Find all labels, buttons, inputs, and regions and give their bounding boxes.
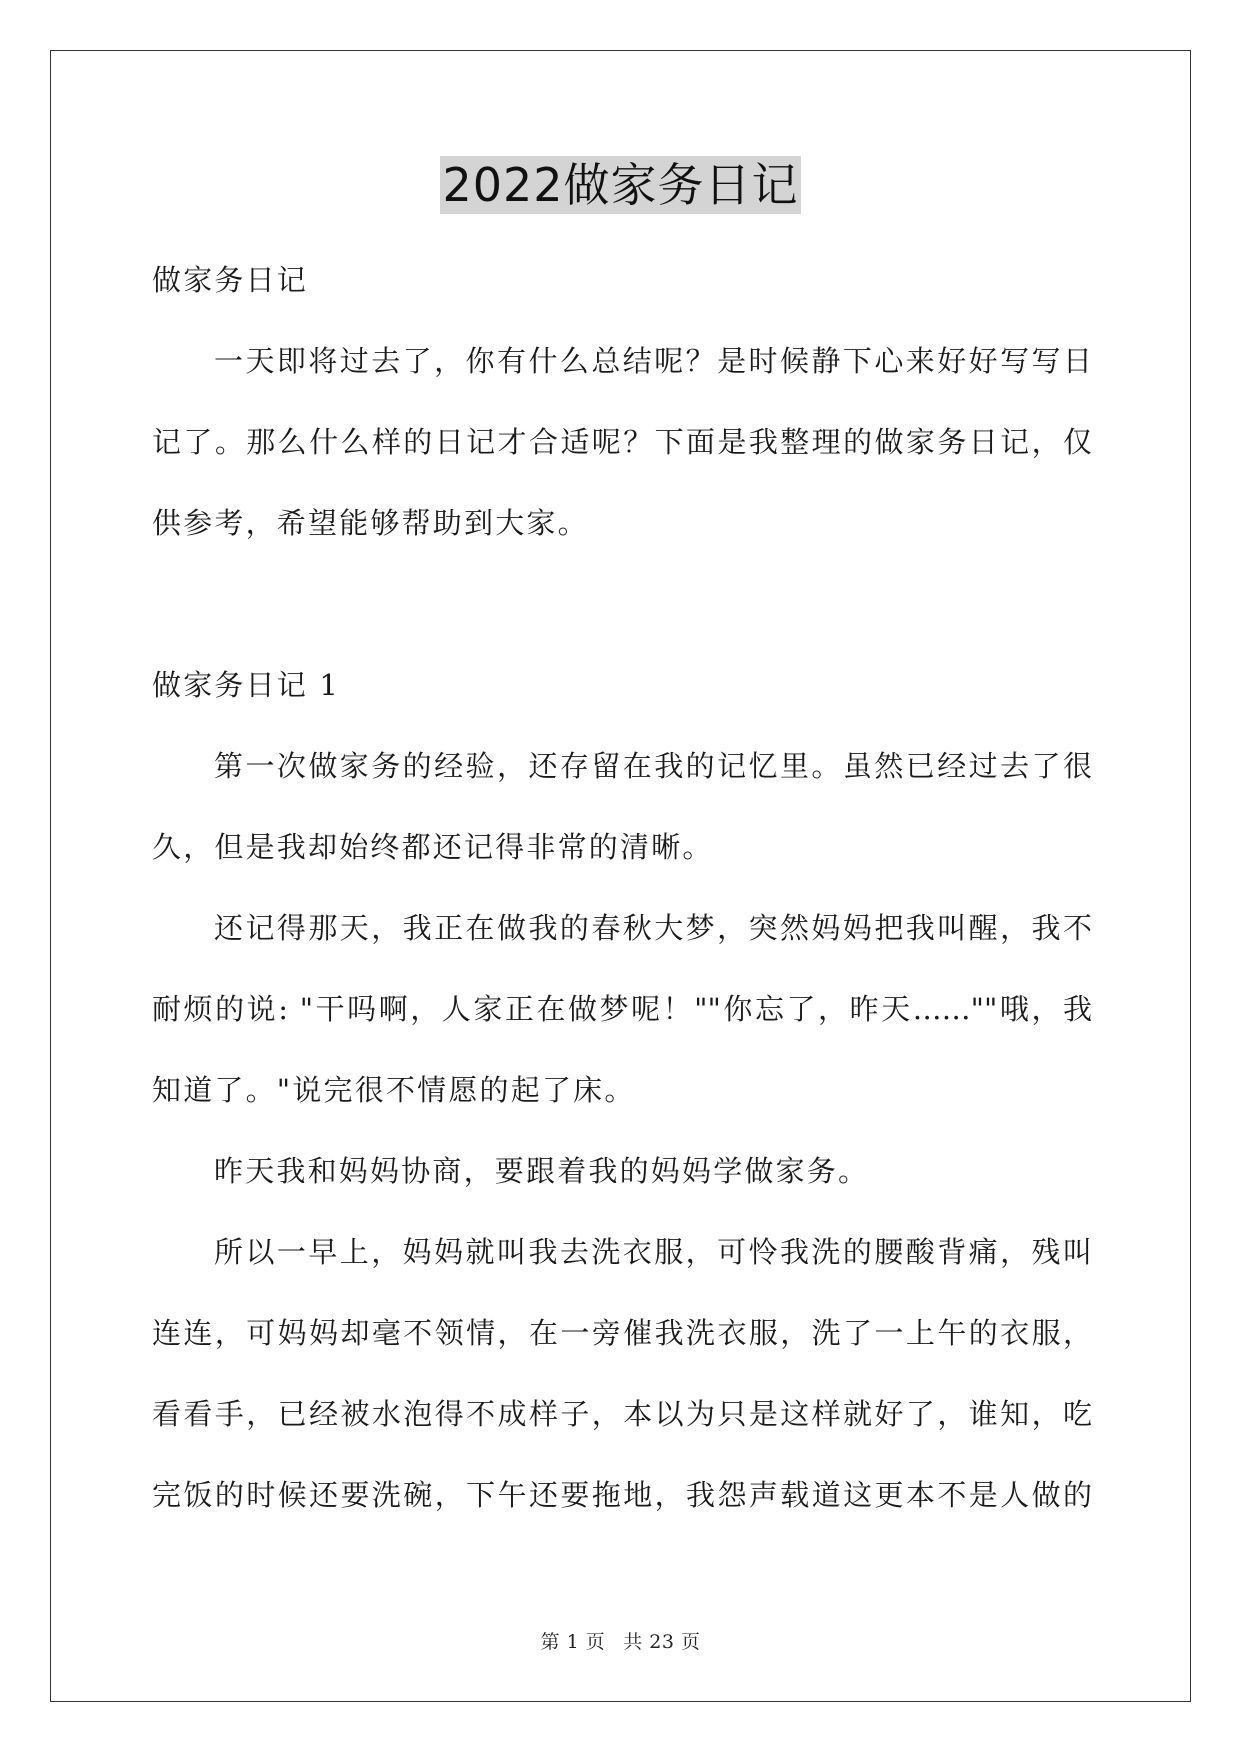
section-heading: 做家务日记 [152,263,309,297]
paragraph-line: 记了。那么什么样的日记才合适呢？下面是我整理的做家务日记，仅 [152,425,1092,459]
document-title: 2022做家务日记 [442,158,799,212]
paragraph-line: 昨天我和妈妈协商，要跟着我的妈妈学做家务。 [214,1154,870,1188]
paragraph-line: 供参考，希望能够帮助到大家。 [152,506,589,540]
document-body [152,240,1092,1536]
paragraph-line: 连连，可妈妈却毫不领情，在一旁催我洗衣服，洗了一上午的衣服， [152,1316,1092,1350]
paragraph-line: 知道了。"说完很不情愿的起了床。 [152,1073,636,1107]
paragraph-line: 完饭的时候还要洗碗，下午还要拖地，我怨声载道这更本不是人做的 [152,1478,1092,1512]
paragraph-line: 所以一早上，妈妈就叫我去洗衣服，可怜我洗的腰酸背痛，残叫 [214,1235,1092,1269]
total-pages-label: 共 23 页 [623,1631,701,1653]
section-heading: 做家务日记 1 [152,668,341,702]
title-container [0,156,1241,214]
paragraph-line: 看看手，已经被水泡得不成样子，本以为只是这样就好了，谁知，吃 [152,1397,1092,1431]
paragraph-line: 耐烦的说: "干吗啊，人家正在做梦呢！""你忘了，昨天……""哦，我 [152,992,1092,1026]
paragraph-line: 第一次做家务的经验，还存留在我的记忆里。虽然已经过去了很 [214,749,1092,783]
current-page-label: 第 1 页 [540,1631,606,1653]
blank-line [152,564,1092,645]
paragraph-line: 一天即将过去了，你有什么总结呢？是时候静下心来好好写写日 [214,344,1092,378]
paragraph-line: 还记得那天，我正在做我的春秋大梦，突然妈妈把我叫醒，我不 [214,911,1092,945]
page-footer [0,1627,1241,1654]
paragraph-line: 久，但是我却始终都还记得非常的清晰。 [152,830,714,864]
